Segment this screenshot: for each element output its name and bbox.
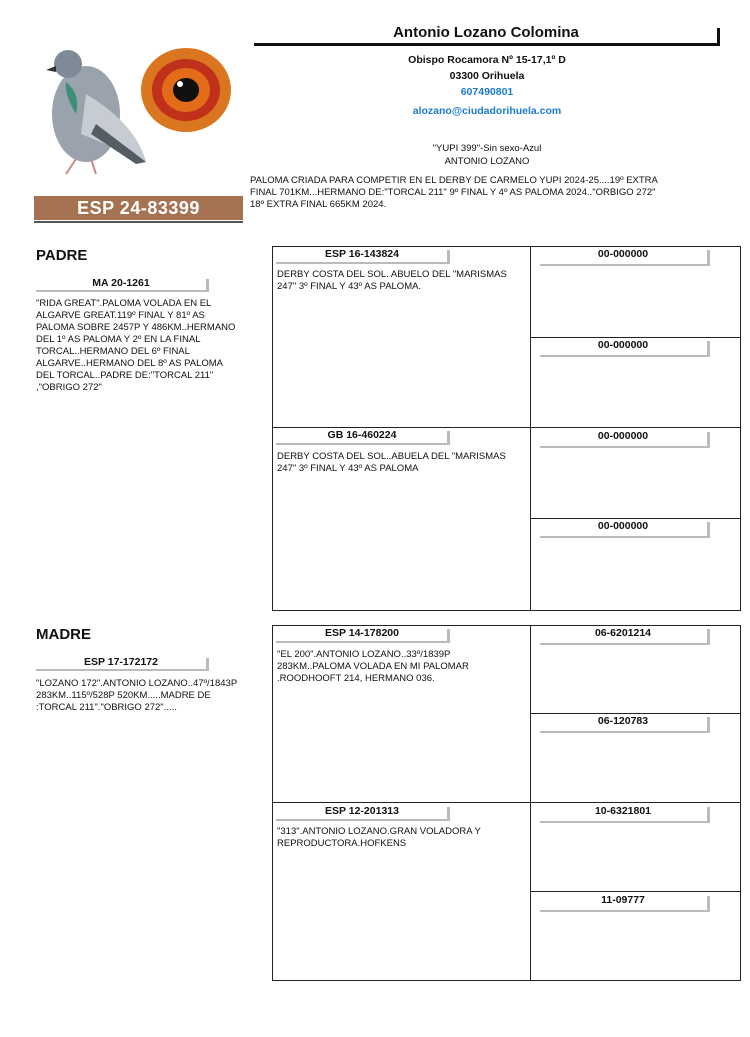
dam-row-divider	[272, 802, 741, 803]
dam-gp-2-ring: 06-120783	[597, 715, 649, 727]
dam-father-ring: ESP 14-178200	[325, 627, 399, 639]
ring-bar-end	[707, 629, 710, 645]
ring-bar-end	[447, 629, 450, 643]
ring-bar	[540, 536, 710, 538]
ring-bar-end	[447, 431, 450, 445]
sire-gp-divider-2	[530, 518, 741, 519]
header-divider-end	[717, 28, 720, 46]
dam-gp-1-ring: 06-6201214	[594, 627, 652, 639]
bird-name: "YUPI 399"-Sin sexo-Azul	[432, 143, 542, 154]
ring-bar	[540, 355, 710, 357]
ring-bar	[276, 443, 450, 445]
ring-bar-end	[707, 341, 710, 357]
pigeon-photo	[36, 34, 242, 190]
sire-column-divider	[530, 246, 531, 611]
dam-father-description: "EL 200".ANTONIO LOZANO..33º/1839P 283KM..PALOMA VOLADA EN MI PALOMAR .ROODHOOFT 214, HERMANO 036.	[277, 649, 469, 684]
ring-bar-end	[707, 522, 710, 538]
ring-bar-end	[707, 807, 710, 823]
sire-mother-ring: GB 16-460224	[327, 429, 397, 441]
dam-ring-bar-end	[206, 658, 209, 671]
sire-gp-2-ring: 00-000000	[597, 339, 649, 351]
dam-title: MADRE	[36, 626, 91, 643]
bird-description: PALOMA CRIADA PARA COMPETIR EN EL DERBY DE CARMELO YUPI 2024-25....19º EXTRA FINAL 701KM...HERMANO DE:"TORCAL 211" 9º FINAL Y 4º AS PALOMA 2024.."ORBIGO 272" 18º EXTRA FINAL 665KM 2024.	[250, 175, 658, 210]
sire-ring: MA 20-1261	[92, 277, 150, 289]
dam-gp-4-ring: 11-09777	[601, 894, 645, 906]
sire-ring-bar	[36, 290, 208, 292]
ring-bar	[276, 819, 450, 821]
ring-bar	[540, 643, 710, 645]
sire-gp-3-ring: 00-000000	[597, 430, 649, 442]
sire-row-divider	[272, 427, 741, 428]
ring-bar	[276, 262, 450, 264]
address-line-2: 03300 Orihuela	[449, 70, 525, 82]
sire-description: "RIDA GREAT".PALOMA VOLADA EN EL ALGARVE GREAT.119º FINAL Y 81º AS PALOMA SOBRE 2457P Y 486KM..HERMANO DEL 1º AS PALOMA Y 2º EN LA FINAL TORCAL..HERMANO DEL 6º FINAL ALGARVE..HERMANO DEL 8º AS PALOMA DEL TORCAL..PADRE DE:"TORCAL 211" ,"OBRIGO 272"	[36, 298, 236, 393]
breeder-name: ANTONIO LOZANO	[444, 156, 530, 167]
ring-number-banner: ESP 24-83399	[34, 196, 243, 220]
email-link[interactable]: alozano@ciudadorihuela.com	[412, 105, 562, 117]
dam-mother-description: "313".ANTONIO LOZANO.GRAN VOLADORA Y REPRODUCTORA.HOFKENS	[277, 826, 481, 849]
ring-bar-end	[707, 717, 710, 733]
dam-gp-divider-2	[530, 891, 741, 892]
ring-bar	[276, 641, 450, 643]
dam-mother-ring: ESP 12-201313	[325, 805, 399, 817]
dam-description: "LOZANO 172".ANTONIO LOZANO..47º/1843P 283KM..115º/528P 520KM.....MADRE DE :TORCAL 211"."OBRIGO 272".....	[36, 678, 237, 713]
sire-gp-divider-1	[530, 337, 741, 338]
owner-name: Antonio Lozano Colomina	[393, 24, 579, 41]
dam-ring-bar	[36, 669, 208, 671]
ring-bar	[540, 264, 710, 266]
dam-ring: ESP 17-172172	[84, 656, 158, 668]
phone-number[interactable]: 607490801	[460, 86, 514, 98]
ring-bar-end	[447, 807, 450, 821]
ring-bar-end	[707, 896, 710, 912]
ring-bar	[540, 910, 710, 912]
ring-bar-end	[707, 250, 710, 266]
ring-underline	[34, 221, 243, 223]
address-line-1: Obispo Rocamora Nº 15-17,1º D	[408, 54, 566, 66]
sire-ring-bar-end	[206, 279, 209, 292]
ring-bar	[540, 446, 710, 448]
sire-title: PADRE	[36, 247, 88, 264]
dam-gp-divider-1	[530, 713, 741, 714]
ring-bar-end	[707, 432, 710, 448]
header-divider	[254, 43, 720, 46]
ring-bar	[540, 731, 710, 733]
sire-mother-description: DERBY COSTA DEL SOL..ABUELA DEL "MARISMAS 247" 3º FINAL Y 43º AS PALOMA	[277, 451, 506, 474]
sire-father-description: DERBY COSTA DEL SOL. ABUELO DEL "MARISMAS 247" 3º FINAL Y 43º AS PALOMA.	[277, 269, 507, 292]
dam-column-divider	[530, 625, 531, 981]
ring-bar-end	[447, 250, 450, 264]
sire-gp-4-ring: 00-000000	[597, 520, 649, 532]
sire-father-ring: ESP 16-143824	[325, 248, 399, 260]
dam-gp-3-ring: 10-6321801	[594, 805, 652, 817]
ring-bar	[540, 821, 710, 823]
sire-gp-1-ring: 00-000000	[597, 248, 649, 260]
